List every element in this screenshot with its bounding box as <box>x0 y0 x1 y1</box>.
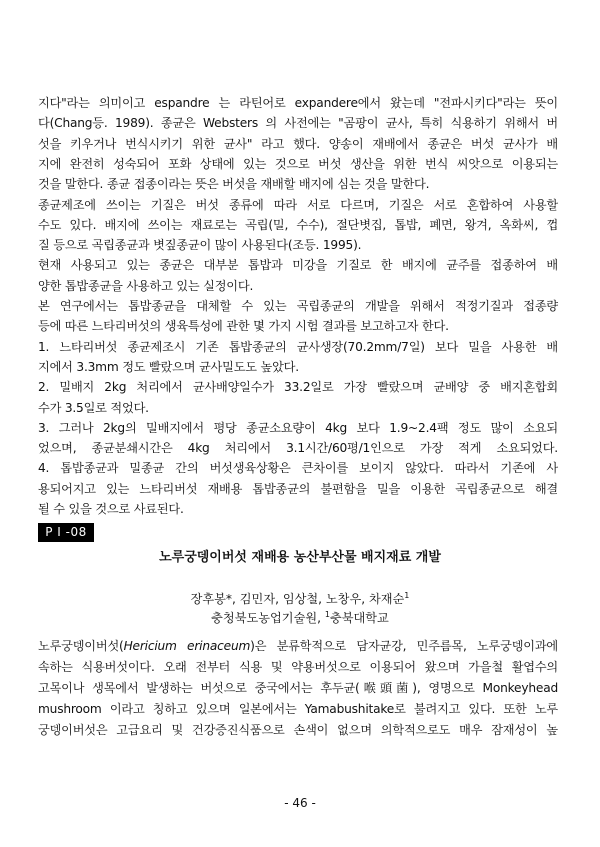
affiliation-b: 충북대학교 <box>329 611 389 625</box>
page-number: - 46 - <box>284 796 316 810</box>
body-line: 수도 있다. 배지에 쓰이는 재료로는 곡립(밀, 수수), 절단볏집, 톱밥, 폐면, 왕겨, 옥화씨, 껍 <box>38 217 558 232</box>
affiliation-superscript: 1 <box>324 609 330 619</box>
affiliation <box>0 610 600 626</box>
paper-title: 노루궁뎅이버섯 재배용 농산부산물 배지재료 개발 <box>159 550 441 565</box>
body-line: 것을 말한다. 종균 접종이라는 뜻은 버섯을 재배할 배지에 심는 것을 말한다. <box>38 177 430 192</box>
authors <box>0 591 600 607</box>
body-line: 용되어지고 있는 느타리버섯 재배용 톱밥종균의 불편함을 밀을 이용한 곡립종균으로 해결 <box>38 481 558 496</box>
abstract-line1-post: )은 분류학적으로 담자균강, 민주름목, 노루궁뎅이과에 <box>250 639 558 653</box>
body-line: 종균제조에 쓰이는 기질은 버섯 종류에 따라 서로 다르며, 기질은 서로 혼합하여 사용할 <box>38 197 558 212</box>
species-name: Hericium erinaceum <box>123 639 251 653</box>
abstract-line: 속하는 식용버섯이다. 오래 전부터 식용 및 약용버섯으로 이용되어 왔으며 가을철 활엽수의 <box>38 660 558 674</box>
affiliation-a: 충청북도농업기술원, <box>211 611 325 625</box>
abstract-line: 고목이나 생목에서 발생하는 버섯으로 중국에서는 후두균(喉頭菌), 영명으로 Monkeyhead <box>38 681 558 695</box>
section-tag: P I -08 <box>38 523 94 542</box>
authors-names: 장후봉*, 김민자, 임상철, 노창우, 차재순 <box>190 592 405 606</box>
body-line: 섯을 키우거나 번식시키기 위한 균사" 라고 했다. 양송이 재배에서 종균은 버섯 균사가 배 <box>38 136 558 151</box>
body-line: 다(Chang등. 1989). 종균은 Websters 의 사전에는 "곰팡이 균사, 특히 식용하기 위해서 버 <box>38 116 558 131</box>
abstract-line: mushroom 이라고 칭하고 있으며 일본에서는 Yamabushitake로 불려지고 있다. 또한 노루 <box>38 702 558 716</box>
body-line: 등에 따른 느타리버섯의 생육특성에 관한 몇 가지 시험 결과를 보고하고자 한다. <box>38 319 449 334</box>
body-line: 4. 톱밥종균과 밀종균 간의 버섯생육상황은 큰차이를 보이지 않았다. 따라서 기존에 사 <box>38 461 558 476</box>
body-line: 1. 느타리버섯 종균제조시 기존 톱밥종균의 균사생장(70.2mm/7일) 보다 밀을 사용한 배 <box>38 339 558 354</box>
body-line: 현재 사용되고 있는 종균은 대부분 톱밥과 미강을 기질로 한 배지에 균주를 접종하여 배 <box>38 258 558 273</box>
body-line: 3. 그러나 2kg의 밀배지에서 평당 종균소요량이 4kg 보다 1.9~2.4팩 정도 많이 소요되 <box>38 420 558 435</box>
authors-superscript: 1 <box>404 590 410 600</box>
body-line: 양한 톱밥종균을 사용하고 있는 실정이다. <box>38 278 254 293</box>
abstract-line: 궁뎅이버섯은 고급요리 및 건강증진식품으로 손색이 없으며 의학적으로도 매우 잠재성이 높 <box>38 723 558 737</box>
body-line: 수가 3.5일로 적었다. <box>38 400 149 415</box>
body-line: 었으며, 종균분쇄시간은 4kg 처리에서 3.1시간/60평/1인으로 가장 적게 소요되었다. <box>38 441 558 456</box>
body-line: 지다"라는 의미이고 espandre 는 라틴어로 expandere에서 왔는데 "전파시키다"라는 뜻이 <box>38 96 558 110</box>
body-line: 질 등으로 곡립종균과 볏짚종균이 많이 사용된다(조등. 1995). <box>38 238 362 253</box>
body-line: 지에 완전히 성숙되어 포화 상태에 있는 것으로 버섯 생산을 위한 번식 씨앗으로 이용되는 <box>38 156 558 171</box>
abstract-line1-pre: 노루궁뎅이버섯( <box>38 639 124 653</box>
abstract-line <box>38 638 558 654</box>
body-line: 본 연구에서는 톱밥종균을 대체할 수 있는 곡립종균의 개발을 위해서 적정기질과 접종량 <box>38 299 558 313</box>
body-line: 지에서 3.3mm 정도 빨랐으며 균사밀도도 높았다. <box>38 359 299 374</box>
body-line: 될 수 있을 것으로 사료된다. <box>38 502 184 516</box>
body-line: 2. 밀배지 2kg 처리에서 균사배양일수가 33.2일로 가장 빨랐으며 균배양 중 배지혼합회 <box>38 380 558 395</box>
